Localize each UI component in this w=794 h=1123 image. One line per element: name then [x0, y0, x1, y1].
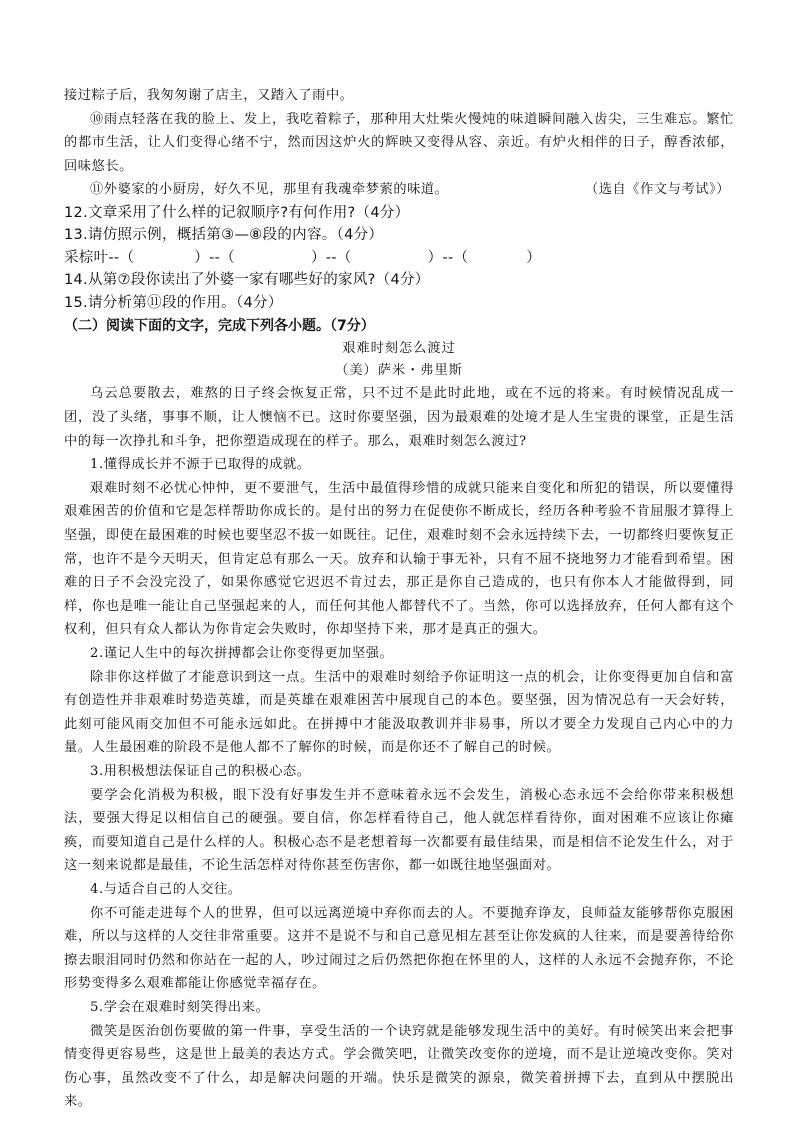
- point-2-heading: 2.谨记人生中的每次拼搏都会让你变得更加坚强。: [90, 646, 394, 661]
- point-2-body: 除非你这样做了才能意识到这一点。生活中的艰难时刻给予你证明这一点的机会，让你变得更加自信和富有创造性并非艰难时势造英雄，而是英雄在艰难困苦中展现自己的本色。要坚强，因为情况总有一天会好转，此刻可能风雨交加但不可能永远如此。在拼搏中才能汲取教训并非易事，所以才要全力发现自己内心中的力量。人生最困难的阶段不是他人都不了解你的时候，而是你还不了解自己的时候。: [64, 669, 734, 756]
- point-3-heading: 3.用积极想法保证自己的积极心态。: [90, 763, 311, 779]
- point-4-heading: 4.与适合自己的人交往。: [90, 881, 242, 897]
- blank-end: ）: [526, 249, 542, 266]
- blank-prefix: 采棕叶--（: [64, 249, 135, 266]
- point-1-body: 艰难时刻不必忧心忡忡，更不要泄气，生活中最值得珍惜的成就只能来自变化和所犯的错误，所以要懂得艰难困苦的价值和它是怎样帮助你成长的。是付出的努力在促使你不断成长，经历各种考验不肯屈服才算得上坚强，即使在最困难的时候也要坚忍不拔一如既往。记住，艰难时刻不会永远持续下去，一切都终归要恢复正常，也许不是今天明天，但肯定总有那么一天。放弃和认输于事无补，只有不屈不挠地努力才能看到希望。困难的日子不会没完没了，如果你感觉它迟迟不肯过去，那正是你自己造成的，也只有你本人才能做得到，同样，你也是唯一能让自己坚强起来的人，而任何其他人都替代不了。当然，你可以选择放弃，任何人都有这个权利，但只有众人都认为你肯定会失败时，你却坚持下来，那才是真正的强大。: [64, 480, 734, 638]
- paragraph-11-row: [64, 178, 734, 202]
- article-author: （美）萨米・弗里斯: [335, 363, 463, 379]
- question-14: 14.从第⑦段你读出了外婆一家有哪些好的家风?（4分）: [64, 272, 430, 289]
- point-3-body: 要学会化消极为积极，眼下没有好事发生并不意味着永远不会发生，消极心态永远不会给你带来积极想法，要强大得足以相信自己的硬强。要自信，你怎样看待自己，他人就怎样看待你，面对困难不应该让你瘫痪，而要知道自己是什么样的人。积极心态不是老想着每一次都要有最佳结果，而是相信不论发生什么，对于这一刻来说都是最佳，不论生活怎样对待你甚至伤害你，都一如既往地坚强面对。: [64, 787, 734, 874]
- section-2-heading: （二）阅读下面的文字，完成下列各小题。（7分）: [64, 318, 375, 335]
- blank-sep-3: ）--（: [310, 249, 352, 266]
- paragraph-11: ⑪外婆家的小厨房，好久不见，那里有我魂牵梦萦的味道。: [90, 182, 449, 198]
- point-5-heading: 5.学会在艰难时刻笑得出来。: [90, 999, 270, 1015]
- article-intro: 乌云总要散去，难熬的日子终会恢复正常，只不过不是此时此地，或在不远的将来。有时候情况乱成一团，没了头绪，事事不顺，让人懊恼不已。这时你要坚强，因为最艰难的处境才是人生宝贵的课堂，正是生活中的每一次挣扎和斗争，把你塑造成现在的样子。那么，艰难时刻怎么渡过?: [64, 386, 734, 449]
- question-12: 12.文章采用了什么样的记叙顺序?有何作用?（4分）: [64, 204, 410, 221]
- blank-sep-4: ）--（: [427, 249, 469, 266]
- question-13-blanks: [64, 247, 734, 270]
- point-5-body: 微笑是医治创伤要做的第一件事，享受生活的一个诀窍就是能够发现生活中的美好。有时候笑出来会把事情变得更容易些，这是世上最美的表达方式。学会微笑吧，让微笑改变你的逆境，而不是让逆境改变你。笑对伤心事，虽然改变不了什么，却是解决问题的开端。快乐是微笑的源泉，微笑着拼搏下去，直到从中摆脱出来。: [64, 1023, 734, 1110]
- blank-sep-2: ）--（: [194, 249, 235, 266]
- article-title: 艰难时刻怎么渡过: [342, 341, 456, 357]
- paragraph-10: ⑩雨点轻落在我的脸上、发上，我吃着粽子，那种用大灶柴火慢炖的味道瞬间融入齿尖，三生难忘。繁忙的都市生活，让人们变得心绪不宁，然而因这炉火的辉映又变得从容、亲近。有炉火相伴的日子，醇香浓郁，回味悠长。: [64, 111, 734, 174]
- question-15: 15.请分析第⑪段的作用。（4分）: [64, 294, 283, 311]
- point-1-heading: 1.懂得成长并不源于已取得的成就。: [90, 457, 311, 473]
- source-citation: （选自《作文与考试》）: [584, 182, 730, 198]
- question-13: 13.请仿照示例，概括第③—⑧段的内容。（4分）: [64, 227, 384, 244]
- point-4-body: 你不可能走进每个人的世界，但可以远离逆境中弃你而去的人。不要抛弃诤友，良师益友能够帮你克服困难，所以与这样的人交往非常重要。这并不是说不与和自己意见相左甚至让你发疯的人往来，而是要善待给你擦去眼泪同时仍然和你站在一起的人，吵过闹过之后仍然把你抱在怀里的人，这样的人永远不会抛弃你，不论形势变得多么艰难都能让你感觉幸福存在。: [64, 905, 734, 992]
- paragraph-1: 接过粽子后，我匆匆谢了店主，又踏入了雨中。: [64, 88, 354, 103]
